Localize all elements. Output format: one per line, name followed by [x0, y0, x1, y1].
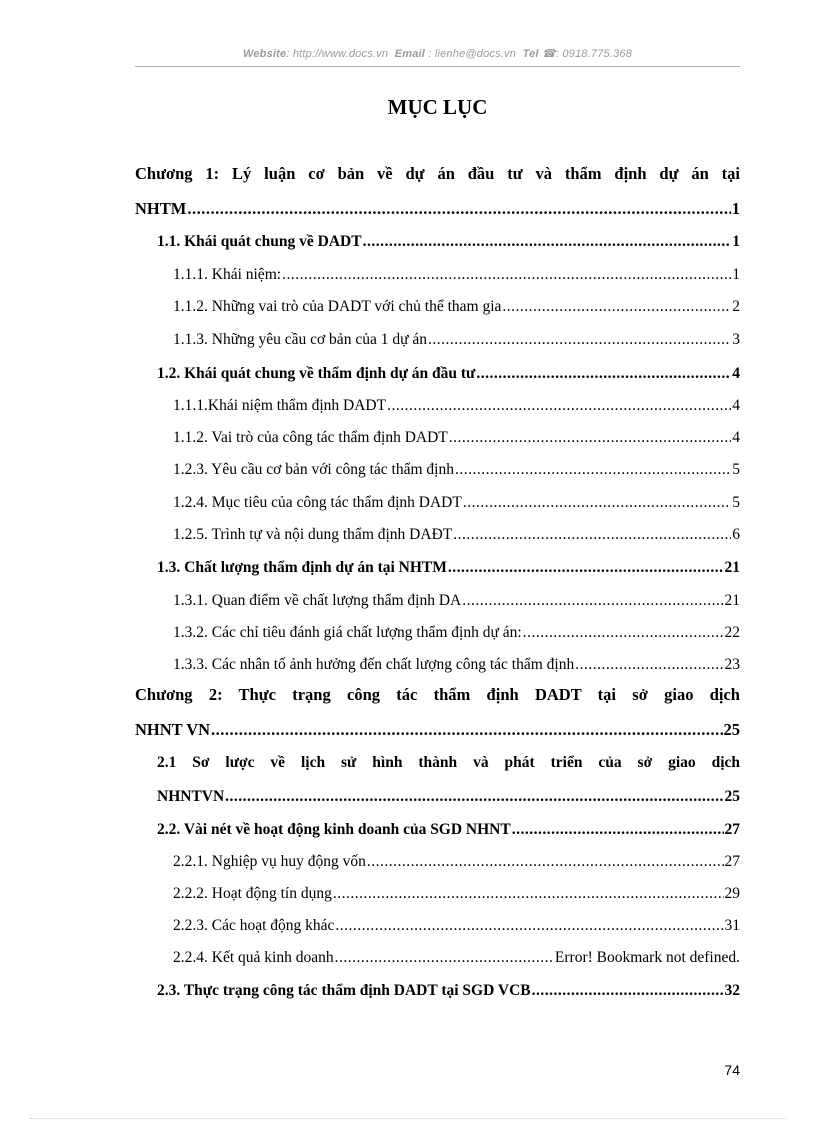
toc-page: 21: [724, 559, 740, 576]
toc-section-2-1-line-1[interactable]: 2.1 Sơ lược về lịch sử hình thành và phát triển của sở giao dịch: [157, 754, 740, 771]
toc-page: 4: [732, 397, 740, 414]
toc-page: 2: [732, 298, 740, 315]
toc-page: 21: [724, 592, 740, 609]
toc-label: 1.3.1. Quan điểm về chất lượng thẩm định DA: [173, 592, 462, 609]
toc-item-1-1-2[interactable]: [135, 298, 740, 316]
toc-section-1-1[interactable]: [135, 233, 740, 251]
toc-label: 1.3.3. Các nhân tố ảnh hưởng đến chất lượng công tác thẩm định: [173, 656, 575, 673]
toc-label: 1.2.3. Yêu cầu cơ bản với công tác thẩm định: [173, 461, 454, 478]
page-number: 74: [724, 1062, 740, 1078]
toc-item-1-2-b[interactable]: [135, 429, 740, 447]
toc-page: 4: [732, 365, 740, 382]
toc-item-2-2-4[interactable]: [135, 949, 740, 967]
toc-label: 1.2.4. Mục tiêu của công tác thẩm định DADT: [173, 494, 462, 511]
toc-page: 29: [724, 885, 740, 902]
toc-chapter-2-line-1[interactable]: Chương 2: Thực trạng công tác thẩm định DADT tại sở giao dịch: [135, 685, 740, 704]
toc-page: 22: [724, 624, 740, 641]
toc-item-1-3-2[interactable]: [135, 624, 740, 642]
toc-label: 2.2.3. Các hoạt động khác: [173, 917, 335, 934]
tel-label: Tel: [522, 48, 539, 60]
toc-page: 23: [724, 656, 740, 673]
toc-page: 1: [732, 233, 740, 250]
toc-section-2-1[interactable]: [135, 788, 740, 806]
toc-label: 1.1.1. Khái niệm:: [173, 266, 282, 283]
page-header: [135, 47, 740, 60]
toc-page-error: Error! Bookmark not defined.: [554, 949, 740, 966]
toc-item-1-3-3[interactable]: [135, 656, 740, 674]
toc-page: 6: [732, 526, 740, 543]
toc-page: 32: [724, 982, 740, 999]
email-value: : lienhe@docs.vn: [428, 48, 517, 60]
toc-label: 2.3. Thực trạng công tác thẩm định DADT tại SGD VCB: [157, 982, 531, 999]
toc-label: 1.2. Khái quát chung về thẩm định dự án đầu tư: [157, 365, 476, 382]
toc-label: 1.1.2. Vai trò của công tác thẩm định DADT: [173, 429, 448, 446]
toc-label: 2.2.4. Kết quả kinh doanh: [173, 949, 334, 966]
toc-chapter-1-line-1[interactable]: Chương 1: Lý luận cơ bản về dự án đầu tư và thẩm định dự án tại: [135, 164, 740, 183]
toc-section-2-2[interactable]: [135, 821, 740, 839]
toc-label: 1.1.3. Những yêu cầu cơ bản của 1 dự án: [173, 331, 427, 348]
toc-label: 1.3. Chất lượng thẩm định dự án tại NHTM: [157, 559, 447, 576]
toc-item-1-3-1[interactable]: [135, 592, 740, 610]
toc-item-1-2-5[interactable]: [135, 526, 740, 544]
toc-chapter-1[interactable]: [135, 199, 740, 219]
toc-item-2-2-1[interactable]: [135, 853, 740, 871]
toc-label: 1.2.5. Trình tự và nội dung thẩm định DAĐT: [173, 526, 453, 543]
toc-label: NHNTVN: [157, 788, 225, 805]
toc-label: 1.3.2. Các chỉ tiêu đánh giá chất lượng thẩm định dự án:: [173, 624, 522, 641]
toc-item-1-2-3[interactable]: [135, 461, 740, 479]
footer-divider: [30, 1118, 786, 1119]
toc-label: 2.2. Vài nét về hoạt động kinh doanh của SGD NHNT: [157, 821, 511, 838]
toc-label: 1.1.1.Khái niệm thẩm định DADT: [173, 397, 387, 414]
toc-section-1-2[interactable]: [135, 365, 740, 383]
toc-section-2-3[interactable]: [135, 982, 740, 1000]
toc-page: 5: [732, 494, 740, 511]
toc-chapter-2[interactable]: [135, 720, 740, 740]
phone-icon: ☎: [541, 48, 556, 60]
toc-page: 31: [724, 917, 740, 934]
toc-item-2-2-3[interactable]: [135, 917, 740, 935]
toc-label: NHTM: [135, 199, 187, 218]
tel-value: : 0918.775.368: [555, 48, 633, 60]
toc-page: 27: [724, 853, 740, 870]
toc-section-1-3[interactable]: [135, 559, 740, 577]
toc-page: 5: [732, 461, 740, 478]
toc-item-1-1-1[interactable]: [135, 266, 740, 284]
toc-label: 2.2.1. Nghiệp vụ huy động vốn: [173, 853, 366, 870]
toc-page: 25: [724, 788, 740, 805]
toc-label: 1.1. Khái quát chung về DADT: [157, 233, 362, 250]
toc-label: NHNT VN: [135, 720, 211, 739]
toc-item-1-1-3[interactable]: [135, 331, 740, 349]
toc-page: 27: [724, 821, 740, 838]
toc-page: 1: [731, 199, 740, 218]
header-divider: [135, 66, 740, 67]
toc-item-1-2-4[interactable]: [135, 494, 740, 512]
toc-page: 1: [732, 266, 740, 283]
toc-label: 1.1.2. Những vai trò của DADT với chủ thể tham gia: [173, 298, 502, 315]
website-label: Website: [242, 48, 287, 60]
email-label: Email: [394, 48, 426, 60]
toc-page: 25: [723, 720, 740, 739]
toc-item-1-2-a[interactable]: [135, 397, 740, 415]
toc-page: 3: [732, 331, 740, 348]
page-title: MỤC LỤC: [387, 95, 488, 119]
toc-label: 2.2.2. Hoạt động tín dụng: [173, 885, 332, 902]
toc-page: 4: [732, 429, 740, 446]
website-value: : http://www.docs.vn: [286, 48, 389, 60]
toc-item-2-2-2[interactable]: [135, 885, 740, 903]
